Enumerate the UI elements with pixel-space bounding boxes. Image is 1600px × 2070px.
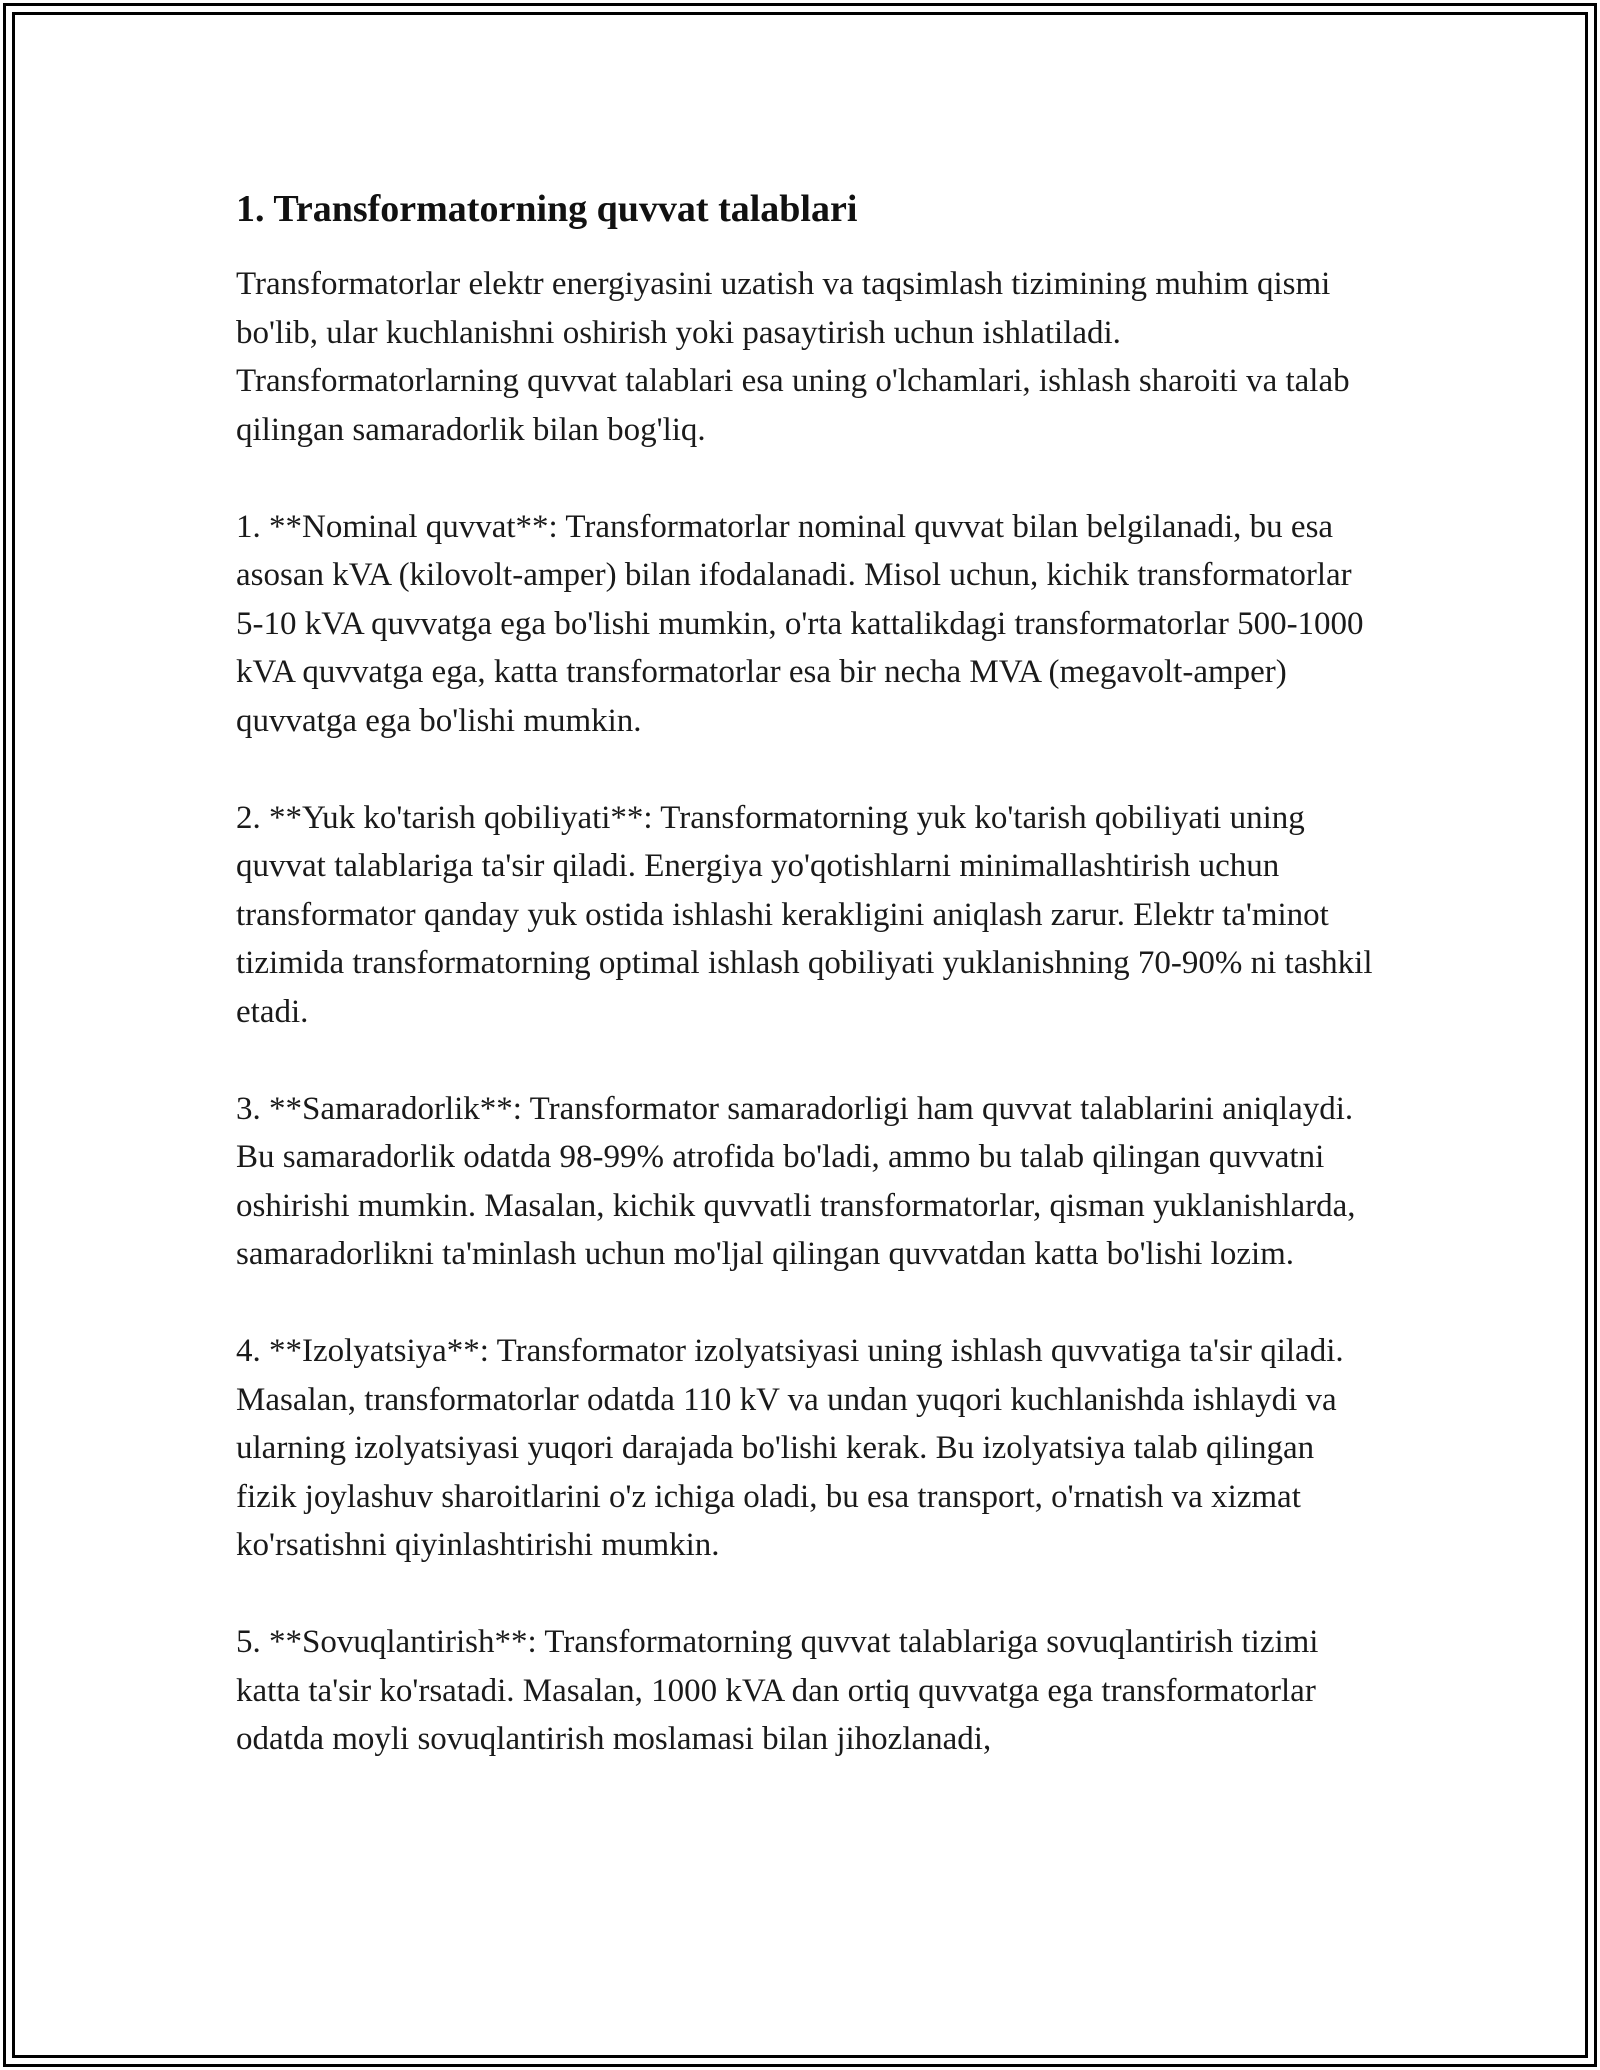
document-body	[236, 186, 1376, 1812]
page-title: 1. Transformatorning quvvat talablari	[236, 188, 858, 230]
paragraph-samaradorlik: 3. **Samaradorlik**: Transformator samaradorligi ham quvvat talablarini aniqlaydi. Bu samaradorlik odatda 98-99% atrofida bo'ladi, ammo bu talab qilingan quvvatni oshirishi mumkin. Masalan, kichik quvvatli transformatorlar, qisman yuklanishlarda, samaradorlikni ta'minlash uchun mo'ljal qilingan quvvatdan katta bo'lishi lozim.	[236, 1090, 1356, 1272]
paragraph-yuk-kotarish: 2. **Yuk ko'tarish qobiliyati**: Transformatorning yuk ko'tarish qobiliyati uning quvvat talablariga ta'sir qiladi. Energiya yo'qotishlarni minimallashtirish uchun transformator qanday yuk ostida ishlashi kerakligini aniqlash zarur. Elektr ta'minot tizimida transformatorning optimal ishlash qobiliyati yuklanishning 70-90% ni tashkil etadi.	[236, 799, 1373, 1030]
paragraph-sovuqlantirish: 5. **Sovuqlantirish**: Transformatorning quvvat talablariga sovuqlantirish tizimi katta ta'sir ko'rsatadi. Masalan, 1000 kVA dan ortiq quvvatga ega transformatorlar odatda moyli sovuqlantirish moslamasi bilan jihozlanadi,	[236, 1624, 1319, 1757]
intro-paragraph: Transformatorlar elektr energiyasini uzatish va taqsimlash tizimining muhim qismi bo'lib, ular kuchlanishni oshirish yoki pasaytirish uchun ishlatiladi. Transformatorlarning quvvat talablari esa uning o'lchamlari, ishlash sharoiti va talab qilingan samaradorlik bilan bog'liq.	[236, 266, 1350, 448]
paragraph-izolyatsiya: 4. **Izolyatsiya**: Transformator izolyatsiyasi uning ishlash quvvatiga ta'sir qiladi. Masalan, transformatorlar odatda 110 kV va undan yuqori kuchlanishda ishlaydi va ularning izolyatsiyasi yuqori darajada bo'lishi kerak. Bu izolyatsiya talab qilingan fizik joylashuv sharoitlarini o'z ichiga oladi, bu esa transport, o'rnatish va xizmat ko'rsatishni qiyinlashtirishi mumkin.	[236, 1333, 1344, 1563]
paragraph-nominal-quvvat: 1. **Nominal quvvat**: Transformatorlar nominal quvvat bilan belgilanadi, bu esa asosan kVA (kilovolt-amper) bilan ifodalanadi. Misol uchun, kichik transformatorlar 5-10 kVA quvvatga ega bo'lishi mumkin, o'rta kattalikdagi transformatorlar 500-1000 kVA quvvatga ega, katta transformatorlar esa bir necha MVA (megavolt-amper) quvvatga ega bo'lishi mumkin.	[236, 508, 1364, 739]
